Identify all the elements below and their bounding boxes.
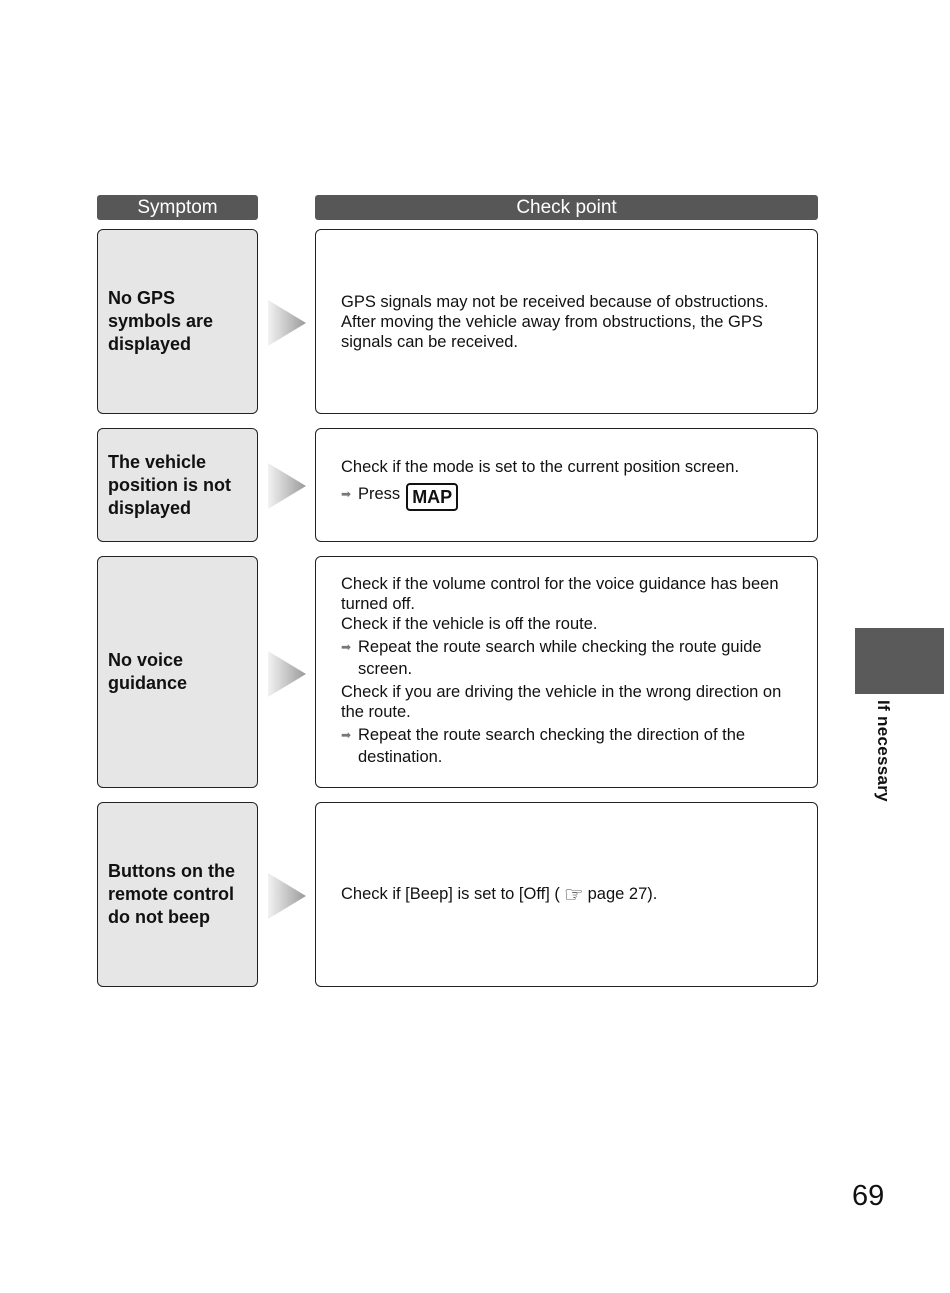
check-line: the route. <box>341 703 411 721</box>
check-line: signals can be received. <box>341 332 519 351</box>
check-line: GPS signals may not be received because of obstructions. <box>341 292 769 311</box>
symptom-line: guidance <box>108 673 188 693</box>
arrow-bullet-icon: ➡ <box>341 487 352 501</box>
symptom-line: No voice <box>108 650 184 670</box>
check-text-before: Check if [Beep] is set to [Off] ( <box>341 885 560 904</box>
symptom-cell-voice <box>97 556 258 788</box>
section-tab <box>855 628 944 694</box>
press-text: Press <box>358 485 401 503</box>
instruction-step <box>341 724 805 768</box>
check-line: After moving the vehicle away from obstructions, the GPS <box>341 312 763 331</box>
symptom-line: symbols are <box>108 311 214 331</box>
page-number: 69 <box>852 1180 885 1212</box>
instruction-step <box>341 483 805 511</box>
check-line: Check if you are driving the vehicle in the wrong direction on <box>341 683 782 701</box>
symptom-line: The vehicle <box>108 451 207 472</box>
check-line <box>341 881 805 907</box>
check-cell-beep <box>315 802 818 987</box>
section-label: If necessary <box>874 700 893 802</box>
check-line: Check if the vehicle is off the route. <box>341 615 598 633</box>
symptom-cell-position <box>97 428 258 542</box>
pointing-hand-icon: ☞ <box>563 881 584 907</box>
symptom-line: displayed <box>108 497 192 518</box>
symptom-line: displayed <box>108 334 192 354</box>
symptom-line: Buttons on the <box>108 861 235 881</box>
map-key: MAP <box>406 483 458 511</box>
symptom-cell-beep <box>97 802 258 987</box>
step-line: destination. <box>358 748 443 766</box>
check-line: Check if the mode is set to the current position screen. <box>341 458 740 476</box>
symptom-line: position is not <box>108 474 231 495</box>
row-arrow-icon <box>268 300 306 346</box>
row-arrow-icon <box>268 463 306 509</box>
step-line: Repeat the route search while checking the route guide <box>358 638 762 656</box>
check-line: turned off. <box>341 595 416 613</box>
page-reference: page 27). <box>587 885 658 904</box>
check-line: Check if the volume control for the voice guidance has been <box>341 575 779 593</box>
check-cell-gps <box>315 229 818 414</box>
symptom-cell-gps <box>97 229 258 414</box>
check-cell-voice <box>315 556 818 788</box>
symptom-header: Symptom <box>97 195 258 220</box>
instruction-step <box>341 636 805 680</box>
symptom-line: No GPS <box>108 288 176 308</box>
arrow-bullet-icon: ➡ <box>341 728 352 742</box>
arrow-bullet-icon: ➡ <box>341 640 352 654</box>
row-arrow-icon <box>268 651 306 697</box>
symptom-line: remote control <box>108 884 235 904</box>
symptom-line: do not beep <box>108 907 210 927</box>
step-line: Repeat the route search checking the direction of the <box>358 726 746 744</box>
check-cell-position <box>315 428 818 542</box>
check-point-header: Check point <box>315 195 818 220</box>
step-line: screen. <box>358 660 413 678</box>
row-arrow-icon <box>268 873 306 919</box>
